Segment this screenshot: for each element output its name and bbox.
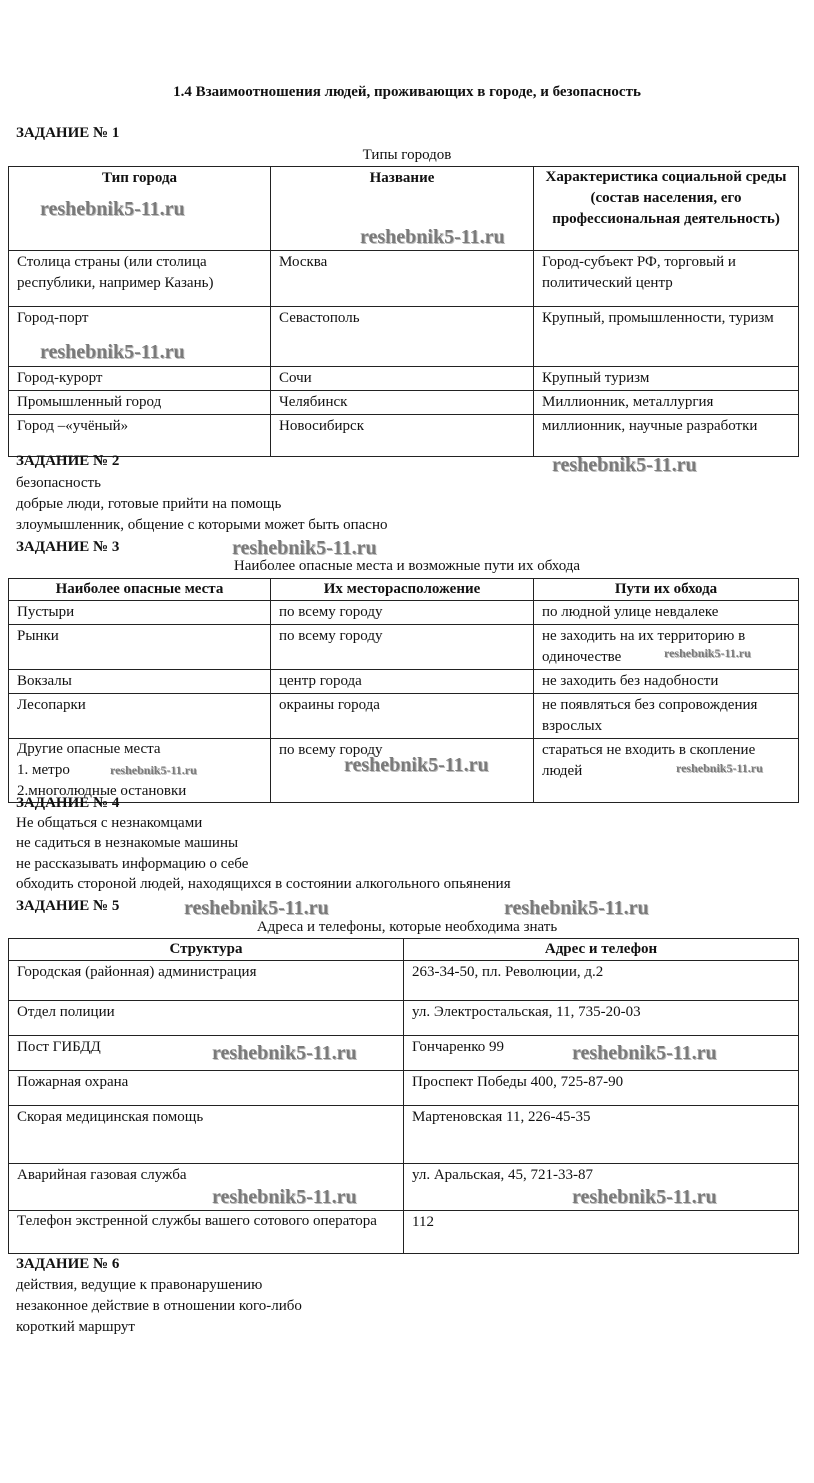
header-cell: Название — [271, 167, 534, 251]
cell: Город-субъект РФ, торговый и политический центр — [534, 251, 799, 307]
watermark: reshebnik5-11.ru — [360, 226, 505, 248]
cell: Промышленный город — [9, 391, 271, 415]
watermark: reshebnik5-11.ru — [572, 1042, 717, 1064]
header-cell: Пути их обхода — [534, 579, 799, 601]
cell: Аварийная газовая служба — [9, 1164, 404, 1211]
task5-heading: ЗАДАНИЕ № 5 — [16, 898, 120, 914]
cell: ул. Аральская, 45, 721-33-87 — [404, 1164, 799, 1211]
task6-heading: ЗАДАНИЕ № 6 — [16, 1256, 120, 1272]
watermark: reshebnik5-11.ru — [676, 761, 763, 775]
cell: 112 — [404, 1211, 799, 1254]
cell: по всему городу — [271, 625, 534, 670]
task1-caption: Типы городов — [362, 147, 452, 163]
cell: Город-порт — [9, 307, 271, 367]
watermark: reshebnik5-11.ru — [184, 897, 329, 919]
cell: Сочи — [271, 367, 534, 391]
header-cell: Их месторасположение — [271, 579, 534, 601]
text-line: не садиться в незнакомые машины — [16, 835, 239, 851]
cell: 263-34-50, пл. Революции, д.2 — [404, 961, 799, 1001]
table-row — [9, 415, 799, 457]
page-title: 1.4 Взаимоотношения людей, проживающих в городе, и безопасность — [173, 84, 641, 100]
cell: центр города — [271, 670, 534, 694]
table-row — [9, 251, 799, 307]
text-line: добрые люди, готовые прийти на помощь — [16, 496, 282, 512]
text-line: незаконное действие в отношении кого-либо — [16, 1298, 302, 1314]
table-header-row — [9, 939, 799, 961]
cell: миллионник, научные разработки — [534, 415, 799, 457]
header-cell: Тип города — [9, 167, 271, 251]
header-cell: Характеристика социальной среды (состав населения, его профессиональная деятельность) — [534, 167, 799, 251]
task4-heading: ЗАДАНИЕ № 4 — [16, 795, 120, 811]
cell: Скорая медицинская помощь — [9, 1106, 404, 1164]
table-row — [9, 1211, 799, 1254]
cell: Челябинск — [271, 391, 534, 415]
cell: Миллионник, металлургия — [534, 391, 799, 415]
header-cell: Адрес и телефон — [404, 939, 799, 961]
table-row — [9, 1001, 799, 1036]
text-line: действия, ведущие к правонарушению — [16, 1277, 263, 1293]
cell: по людной улице невдалеке — [534, 601, 799, 625]
task3-heading: ЗАДАНИЕ № 3 — [16, 539, 120, 555]
cell: Гончаренко 99 — [404, 1036, 799, 1071]
table-header-row — [9, 579, 799, 601]
watermark: reshebnik5-11.ru — [212, 1042, 357, 1064]
cell: Телефон экстренной службы вашего сотового оператора — [9, 1211, 404, 1254]
table-row — [9, 961, 799, 1001]
cell: не заходить на их территорию в одиночестве — [534, 625, 799, 670]
table-row — [9, 694, 799, 739]
watermark: reshebnik5-11.ru — [212, 1186, 357, 1208]
cell: Городская (районная) администрация — [9, 961, 404, 1001]
table-row — [9, 1106, 799, 1164]
watermark: reshebnik5-11.ru — [40, 198, 185, 220]
watermark: reshebnik5-11.ru — [232, 537, 377, 559]
cell: окраины города — [271, 694, 534, 739]
watermark: reshebnik5-11.ru — [504, 897, 649, 919]
cell: Лесопарки — [9, 694, 271, 739]
cell: Другие опасные места 1. метро 2.многолюдные остановки — [9, 739, 271, 803]
watermark: reshebnik5-11.ru — [552, 454, 697, 476]
cell: Крупный, промышленности, туризм — [534, 307, 799, 367]
cell: Севастополь — [271, 307, 534, 367]
cell: Пустыри — [9, 601, 271, 625]
task2-heading: ЗАДАНИЕ № 2 — [16, 453, 120, 469]
text-line: Не общаться с незнакомцами — [16, 815, 203, 831]
task5-caption: Адреса и телефоны, которые необходима знать — [256, 919, 558, 935]
text-line: не рассказывать информацию о себе — [16, 856, 249, 872]
cell: не появляться без сопровождения взрослых — [534, 694, 799, 739]
table-row — [9, 1071, 799, 1106]
cell: Пожарная охрана — [9, 1071, 404, 1106]
cell: стараться не входить в скопление людей — [534, 739, 799, 803]
cell: Новосибирск — [271, 415, 534, 457]
cell: Город –«учёный» — [9, 415, 271, 457]
table-row — [9, 367, 799, 391]
table-row — [9, 391, 799, 415]
table-row — [9, 670, 799, 694]
cell: по всему городу — [271, 739, 534, 803]
watermark: reshebnik5-11.ru — [572, 1186, 717, 1208]
cell: Мартеновская 11, 226-45-35 — [404, 1106, 799, 1164]
watermark: reshebnik5-11.ru — [40, 341, 185, 363]
header-cell: Структура — [9, 939, 404, 961]
table-row — [9, 601, 799, 625]
text-line: безопасность — [16, 475, 101, 491]
cell: Столица страны (или столица республики, например Казань) — [9, 251, 271, 307]
cell: Вокзалы — [9, 670, 271, 694]
text-line: короткий маршрут — [16, 1319, 135, 1335]
cell: Город-курорт — [9, 367, 271, 391]
text-line: злоумышленник, общение с которыми может быть опасно — [16, 517, 388, 533]
cell: Москва — [271, 251, 534, 307]
cell: Отдел полиции — [9, 1001, 404, 1036]
cell: Проспект Победы 400, 725-87-90 — [404, 1071, 799, 1106]
header-cell: Наиболее опасные места — [9, 579, 271, 601]
watermark: reshebnik5-11.ru — [664, 646, 751, 660]
task3-caption: Наиболее опасные места и возможные пути их обхода — [233, 558, 581, 574]
cell: ул. Электростальская, 11, 735-20-03 — [404, 1001, 799, 1036]
cell: не заходить без надобности — [534, 670, 799, 694]
text-line: обходить стороной людей, находящихся в состоянии алкогольного опьянения — [16, 876, 511, 892]
cell: Пост ГИБДД — [9, 1036, 404, 1071]
cell: по всему городу — [271, 601, 534, 625]
task1-heading: ЗАДАНИЕ № 1 — [16, 125, 120, 141]
watermark: reshebnik5-11.ru — [344, 754, 489, 776]
cell: Рынки — [9, 625, 271, 670]
cell: Крупный туризм — [534, 367, 799, 391]
watermark: reshebnik5-11.ru — [110, 763, 197, 777]
